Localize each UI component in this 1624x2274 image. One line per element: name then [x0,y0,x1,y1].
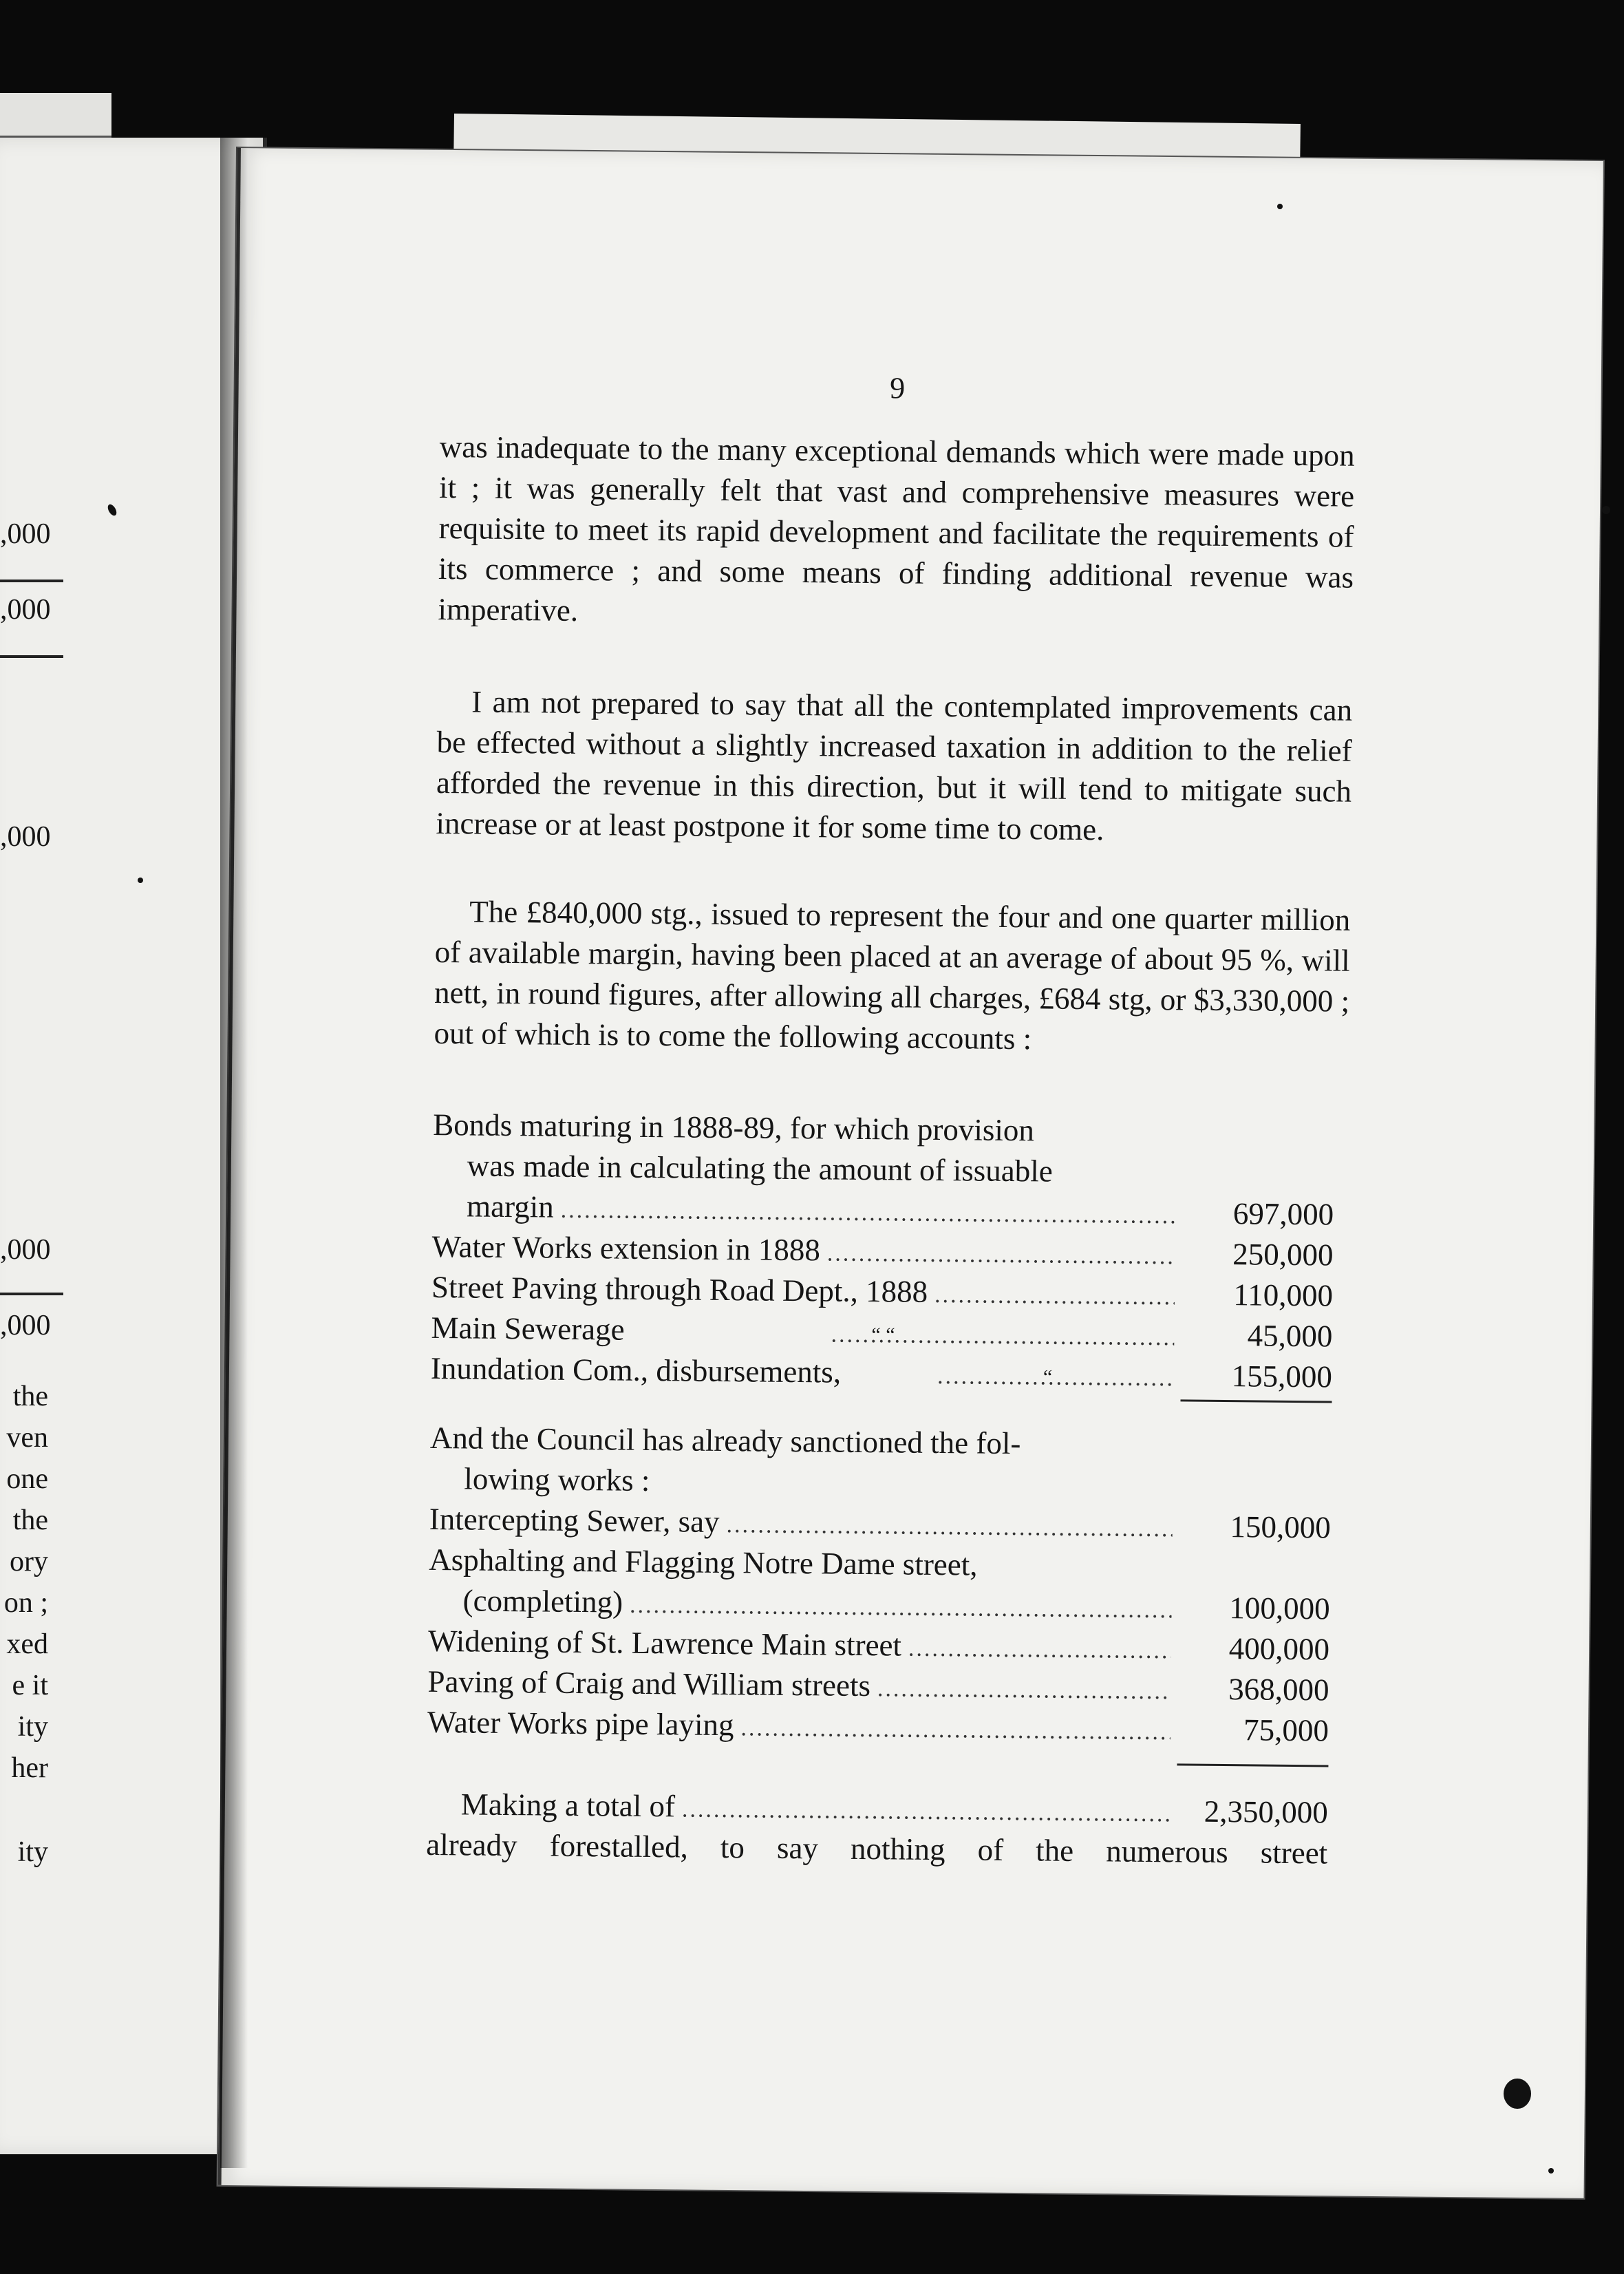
left-fragment: the [12,1505,48,1536]
entry-label: Intercepting Sewer, say [429,1501,720,1539]
entry-label: Paving of Craig and William streets [427,1664,871,1703]
entry-label: Street Paving through Road Dept., 1888 [431,1269,928,1309]
entry-amount: 400,000 [1228,1631,1330,1667]
paragraph: The £840,000 stg., issued to represent the four and one quarter million of available margin, having been placed at an average of about 95 %, will nett, in round figures, after allowing all charges, £684 stg, or $3,330,000 ; out of which is to come the following accounts : [434,894,1351,1056]
entry-label: Widening of St. Lawrence Main street [427,1623,902,1663]
left-fragment: the [12,1381,48,1412]
council-intro [429,1418,1173,1506]
speck-mark [1548,2168,1554,2174]
left-fragment: ,000 [0,1234,51,1266]
entry-amount: 697,000 [1232,1196,1334,1232]
account-entry [432,1105,1335,1235]
left-fragment: ity [17,1711,48,1743]
left-fragment: her [11,1752,48,1784]
total-label: Making a total of [460,1787,676,1824]
total-amount: 2,350,000 [1204,1794,1329,1830]
entry-label: Inundation Com., disbursements, [430,1350,842,1390]
left-fragment: one [6,1463,48,1495]
entry-amount: 155,000 [1231,1359,1333,1394]
entry-amount: 45,000 [1247,1318,1333,1354]
leader-dots [740,1708,1171,1752]
paragraph: I am not prepared to say that all the contemplated improvements can be effected without a slightly increased taxation in addition to the relief afforded the revenue in this direction, but it will tend to mitigate such increase or at least postpone it for some time to come. [436,684,1353,847]
account-entry [431,1348,1333,1398]
left-fragment: e it [12,1670,48,1701]
left-fragment: ven [6,1422,48,1454]
entry-label: (completing) [462,1583,623,1619]
left-fragment: ory [10,1546,48,1577]
entry-amount: 250,000 [1232,1237,1334,1273]
speck-mark [1602,506,1610,514]
left-fragment: ,000 [0,1310,51,1341]
work-entry [428,1540,1330,1630]
entry-label: Water Works pipe laying [427,1704,734,1743]
left-fragment: ,000 [0,518,51,550]
leader-dots [827,1233,1175,1277]
entry-amount: 75,000 [1243,1712,1329,1748]
left-rule [0,655,63,658]
ditto-marks: “ [1043,1366,1053,1389]
left-fragment: ,000 [0,821,51,853]
entry-label: Bonds maturing in 1888-89, for which provision [433,1107,1035,1148]
entry-amount: 110,000 [1233,1277,1334,1313]
page-number: 9 [889,371,906,405]
work-entry [427,1702,1329,1752]
left-rule [0,1293,63,1295]
spine-shadow [220,138,248,2168]
leader-dots [908,1628,1172,1672]
left-fragment: ity [17,1836,48,1868]
intro-line: lowing works : [464,1461,650,1498]
left-fragment: ,000 [0,594,51,626]
left-rule [0,580,63,582]
entry-label: Water Works extension in 1888 [431,1229,821,1268]
left-fragment: xed [6,1628,48,1660]
entry-amount: 100,000 [1229,1591,1330,1626]
speck-mark [138,878,143,883]
entry-label: Main Sewerage [431,1310,625,1347]
entry-amount: 150,000 [1230,1509,1331,1545]
intro-line: And the Council has already sanctioned the fol- [429,1420,1021,1461]
ditto-marks: “ “ [871,1324,895,1347]
leader-dots [877,1668,1171,1712]
entry-label: was made in calculating the amount of issuable [467,1148,1053,1189]
ink-blot [1504,2079,1531,2109]
left-fragment: on ; [3,1587,48,1619]
left-page-top-edge [0,93,111,138]
closing-line: already forestalled, to say nothing of the numerous street [426,1827,1328,1871]
entry-label: margin [466,1189,555,1224]
entry-amount: 368,000 [1228,1672,1329,1708]
leader-dots [937,1356,1174,1399]
speck-mark [1277,204,1283,209]
leader-dots [934,1275,1175,1317]
paragraph: was inadequate to the many exceptional demands which were made upon it ; it was generally felt that vast and comprehensive measures were requisite to meet its rapid development and facilitate the requirements of its commerce ; and some means of finding additional revenue was imperative. [438,429,1355,628]
entry-label: Asphalting and Flagging Notre Dame street, [428,1542,978,1582]
